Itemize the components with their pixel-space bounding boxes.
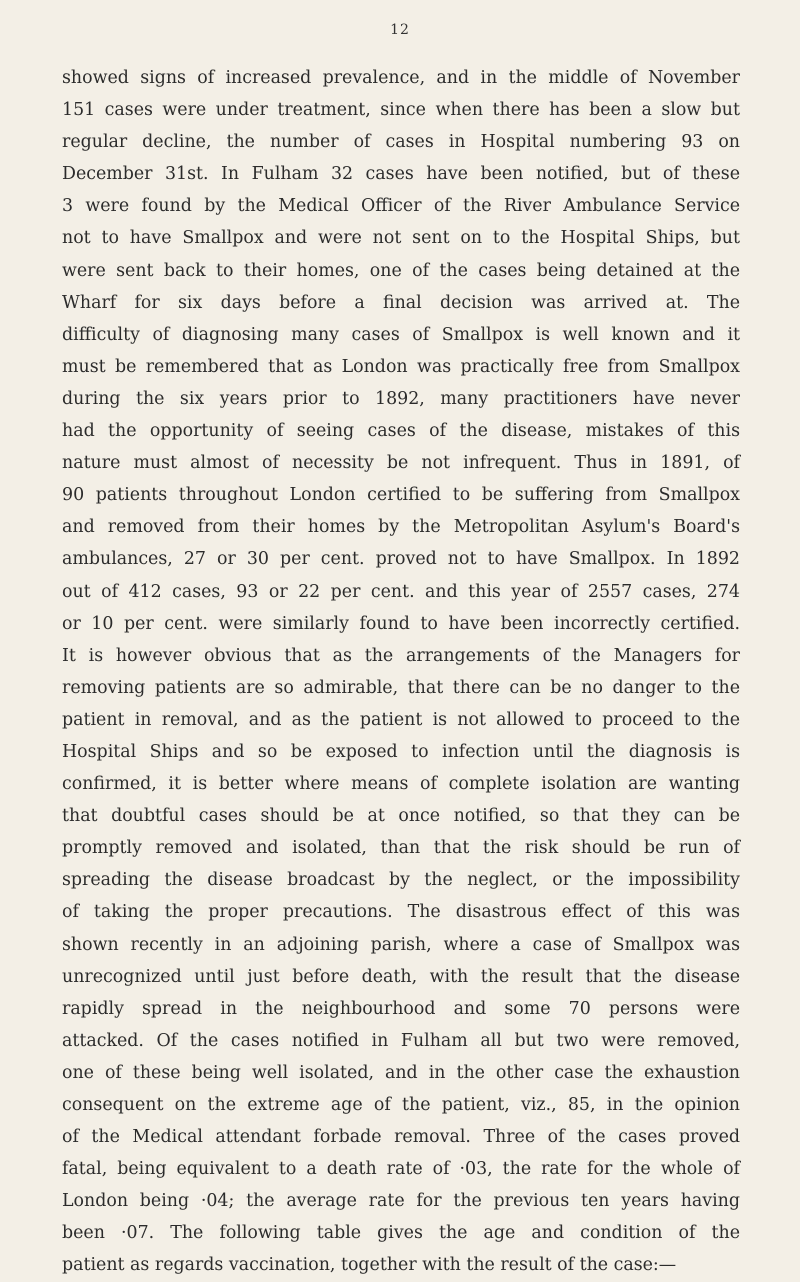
text-line: shown recently in an adjoining parish, where a case of Smallpox was (62, 934, 740, 955)
text-line: of the Medical attendant forbade removal. Three of the cases proved (62, 1127, 740, 1148)
text-line: regular decline, the number of cases in Hospital numbering 93 on (62, 132, 740, 153)
text-line: 151 cases were under treatment, since when there has been a slow but (62, 100, 740, 121)
text-line: attacked. Of the cases notified in Fulham all but two were removed, (62, 1030, 740, 1051)
text-line: promptly removed and isolated, than that the risk should be run of (62, 838, 740, 859)
text-line: rapidly spread in the neighbourhood and some 70 persons were (62, 998, 740, 1019)
text-line: unrecognized until just before death, with the result that the disease (62, 966, 740, 987)
text-line: Hospital Ships and so be exposed to infection until the diagnosis is (62, 741, 740, 762)
text-line: difficulty of diagnosing many cases of Smallpox is well known and it (62, 324, 740, 345)
text-line: out of 412 cases, 93 or 22 per cent. and this year of 2557 cases, 274 (62, 581, 740, 602)
text-line: not to have Smallpox and were not sent on to the Hospital Ships, but (62, 228, 740, 249)
text-line: confirmed, it is better where means of complete isolation are wanting (62, 774, 740, 795)
text-line: must be remembered that as London was practically free from Smallpox (62, 356, 740, 377)
text-line: fatal, being equivalent to a death rate of ·03, the rate for the whole of (62, 1159, 740, 1180)
text-line: had the opportunity of seeing cases of the disease, mistakes of this (62, 421, 740, 442)
text-line: patient as regards vaccination, together with the result of the case:— (62, 1255, 677, 1276)
text-line: London being ·04; the average rate for the previous ten years having (62, 1191, 740, 1212)
text-line: ambulances, 27 or 30 per cent. proved not to have Smallpox. In 1892 (62, 549, 740, 570)
text-line: that doubtful cases should be at once notified, so that they can be (62, 806, 740, 827)
text-line: patient in removal, and as the patient is not allowed to proceed to the (62, 709, 740, 730)
text-line: been ·07. The following table gives the age and condition of the (62, 1223, 740, 1244)
body-paragraph (62, 62, 740, 1282)
text-line: one of these being well isolated, and in the other case the exhaustion (62, 1062, 740, 1083)
text-line: removing patients are so admirable, that there can be no danger to the (62, 677, 740, 698)
text-line: consequent on the extreme age of the patient, viz., 85, in the opinion (62, 1095, 740, 1115)
text-line: 90 patients throughout London certified to be suffering from Smallpox (62, 485, 740, 506)
text-line: Wharf for six days before a final decision was arrived at. The (62, 292, 740, 313)
text-line: were sent back to their homes, one of the cases being detained at the (62, 260, 740, 281)
text-line: nature must almost of necessity be not infrequent. Thus in 1891, of (62, 453, 740, 474)
text-line: and removed from their homes by the Metropolitan Asylum's Board's (62, 517, 740, 538)
page-number: 12 (390, 22, 410, 38)
text-line: December 31st. In Fulham 32 cases have been notified, but of these (62, 164, 740, 185)
text-line: showed signs of increased prevalence, and in the middle of November (62, 68, 740, 88)
text-line: 3 were found by the Medical Officer of the River Ambulance Service (62, 196, 740, 217)
text-line: spreading the disease broadcast by the neglect, or the impossibility (62, 870, 740, 891)
text-line: It is however obvious that as the arrangements of the Managers for (62, 645, 740, 666)
text-line: during the six years prior to 1892, many practitioners have never (62, 388, 740, 409)
text-line: of taking the proper precautions. The disastrous effect of this was (62, 902, 740, 923)
text-line: or 10 per cent. were similarly found to have been incorrectly certified. (62, 613, 740, 634)
